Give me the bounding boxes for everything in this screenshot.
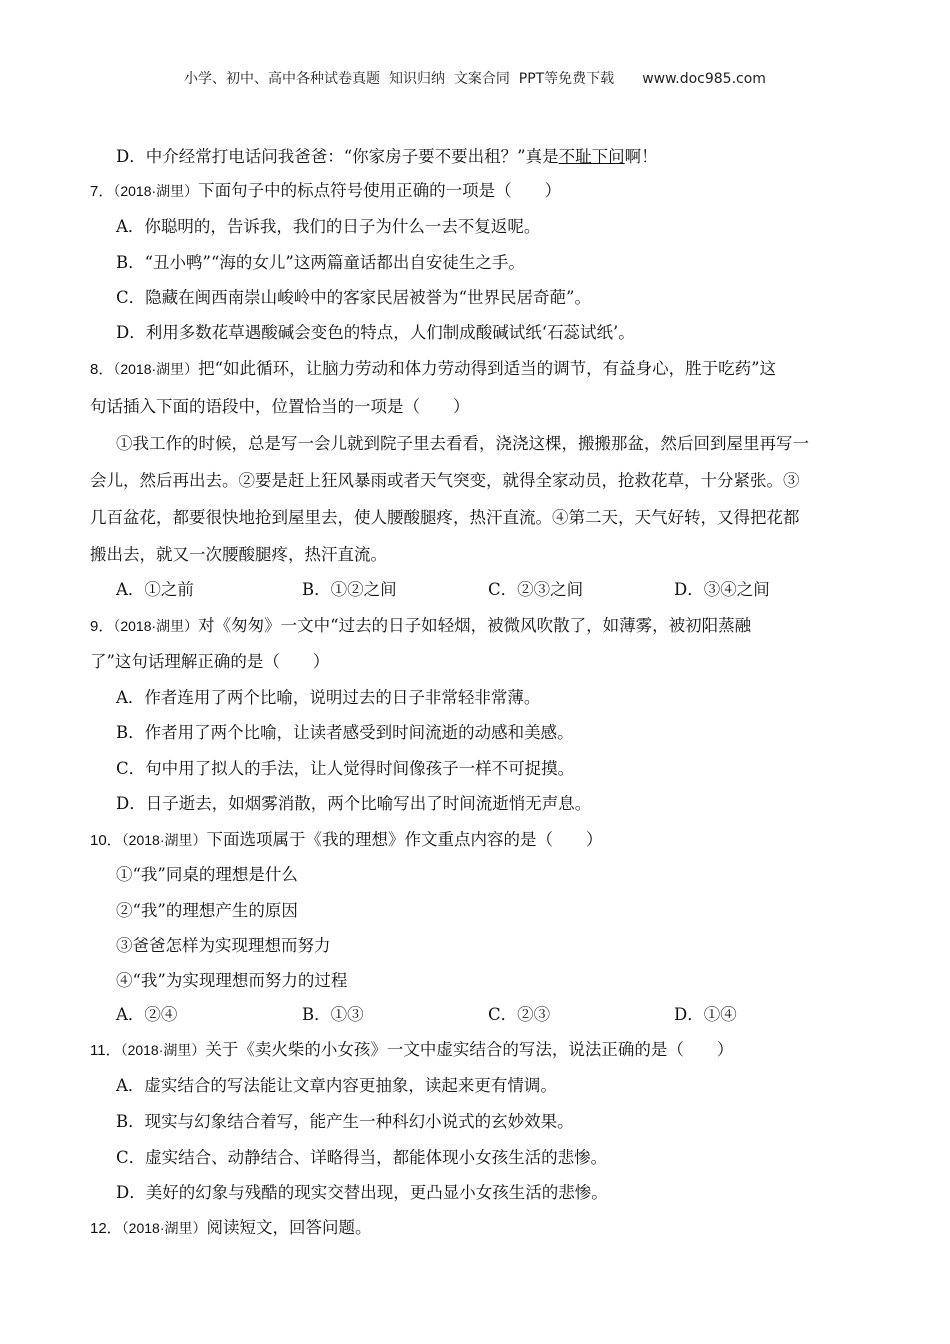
question-number: 8． bbox=[90, 361, 114, 378]
q7-option-c: C．隐藏在闽西南崇山峻岭中的客家民居被誉为“世界民居奇葩”。 bbox=[116, 288, 591, 307]
question-stem: 下面选项属于《我的理想》作文重点内容的是（ ） bbox=[206, 830, 603, 849]
question-source: （2018·湖里） bbox=[113, 361, 199, 377]
q6-d-text-end: 啊！ bbox=[624, 147, 658, 166]
q6-d-text: D．中介经常打电话问我爸爸：“你家房子要不要出租？”真是 bbox=[116, 147, 559, 166]
question-number: 9． bbox=[90, 618, 114, 635]
q8-stem bbox=[90, 356, 870, 383]
page-header bbox=[0, 68, 950, 88]
header-site[interactable]: www.doc985.com bbox=[642, 71, 766, 87]
question-number: 12． bbox=[90, 1220, 122, 1237]
q11-stem bbox=[90, 1037, 870, 1064]
q10-option-b: B．①③ bbox=[302, 1005, 364, 1024]
q11-option-a: A．虚实结合的写法能让文章内容更抽象，读起来更有情调。 bbox=[116, 1076, 557, 1095]
question-source: （2018·湖里） bbox=[113, 618, 199, 634]
question-source: （2018·湖里） bbox=[121, 832, 207, 848]
q8-option-c: C．②③之间 bbox=[488, 580, 584, 599]
q9-option-b: B．作者用了两个比喻，让读者感受到时间流逝的动感和美感。 bbox=[116, 723, 574, 742]
q10-item-4: ④“我”为实现理想而努力的过程 bbox=[116, 971, 348, 990]
q10-item-1: ①“我”同桌的理想是什么 bbox=[116, 865, 298, 884]
q9-option-d: D．日子逝去，如烟雾消散，两个比喻写出了时间流逝悄无声息。 bbox=[116, 794, 592, 813]
q11-option-b: B．现实与幻象结合着写，能产生一种科幻小说式的玄妙效果。 bbox=[116, 1112, 574, 1131]
question-stem: 对《匆匆》一文中“过去的日子如轻烟，被微风吹散了，如薄雾，被初阳蒸融 bbox=[198, 616, 752, 635]
q10-options bbox=[116, 1002, 896, 1028]
q8-passage-line: 会儿，然后再出去。②要是赶上狂风暴雨或者天气突变，就得全家动员，抢救花草，十分紧张。③ bbox=[90, 471, 800, 490]
q11-option-d: D．美好的幻象与残酷的现实交替出现，更凸显小女孩生活的悲惨。 bbox=[116, 1183, 608, 1202]
q10-option-a: A．②④ bbox=[116, 1005, 178, 1024]
q10-stem bbox=[90, 827, 870, 854]
q10-option-d: D．①④ bbox=[674, 1005, 737, 1024]
q9-option-c: C．句中用了拟人的手法，让人觉得时间像孩子一样不可捉摸。 bbox=[116, 759, 575, 778]
q8-options bbox=[116, 577, 896, 603]
q7-option-d: D．利用多数花草遇酸碱会变色的特点，人们制成酸碱试纸‘石蕊试纸’。 bbox=[116, 323, 635, 342]
q9-option-a: A．作者连用了两个比喻，说明过去的日子非常轻非常薄。 bbox=[116, 688, 541, 707]
question-number: 7． bbox=[90, 183, 114, 200]
q9-stem-cont: 了”这句话理解正确的是（ ） bbox=[90, 652, 330, 671]
q6-d-underlined: 不耻下问 bbox=[558, 147, 625, 166]
q12-stem bbox=[90, 1215, 870, 1242]
q8-option-a: A．①之前 bbox=[116, 580, 194, 599]
q8-passage-line: 几百盆花，都要很快地抢到屋里去，使人腰酸腿疼，热汗直流。④第二天，天气好转，又得把花都 bbox=[90, 508, 800, 527]
q11-option-c: C．虚实结合、动静结合、详略得当，都能体现小女孩生活的悲惨。 bbox=[116, 1148, 608, 1167]
q7-stem bbox=[90, 178, 870, 205]
question-stem: 关于《卖火柴的小女孩》一文中虚实结合的写法，说法正确的是（ ） bbox=[205, 1040, 734, 1059]
question-source: （2018·湖里） bbox=[113, 183, 199, 199]
question-source: （2018·湖里） bbox=[121, 1220, 207, 1236]
question-source: （2018·湖里） bbox=[120, 1042, 206, 1058]
q9-stem bbox=[90, 613, 870, 640]
q8-option-d: D．③④之间 bbox=[674, 580, 770, 599]
q7-option-b: B．“丑小鸭”“海的女儿”这两篇童话都出自安徒生之手。 bbox=[116, 253, 525, 272]
q8-passage-line: 搬出去，就又一次腰酸腿疼，热汗直流。 bbox=[90, 545, 387, 564]
question-number: 11． bbox=[90, 1042, 121, 1059]
q7-option-a: A．你聪明的，告诉我，我们的日子为什么一去不复返呢。 bbox=[116, 217, 541, 236]
header-text: 小学、初中、高中各种试卷真题 知识归纳 文案合同 PPT等免费下载 bbox=[184, 71, 615, 87]
q8-stem-cont: 句话插入下面的语段中，位置恰当的一项是（ ） bbox=[90, 397, 470, 416]
q10-item-2: ②“我”的理想产生的原因 bbox=[116, 901, 298, 920]
q10-item-3: ③爸爸怎样为实现理想而努力 bbox=[116, 936, 331, 955]
question-stem: 阅读短文，回答问题。 bbox=[206, 1218, 372, 1237]
q8-option-b: B．①②之间 bbox=[302, 580, 397, 599]
question-stem: 把“如此循环，让脑力劳动和体力劳动得到适当的调节，有益身心，胜于吃药”这 bbox=[198, 359, 777, 378]
q6-option-d bbox=[116, 144, 896, 170]
q10-option-c: C．②③ bbox=[488, 1005, 551, 1024]
question-stem: 下面句子中的标点符号使用正确的一项是（ ） bbox=[198, 181, 562, 200]
question-number: 10． bbox=[90, 832, 122, 849]
q8-passage-line: ①我工作的时候，总是写一会儿就到院子里去看看，浇浇这棵，搬搬那盆，然后回到屋里再写一 bbox=[116, 434, 809, 453]
